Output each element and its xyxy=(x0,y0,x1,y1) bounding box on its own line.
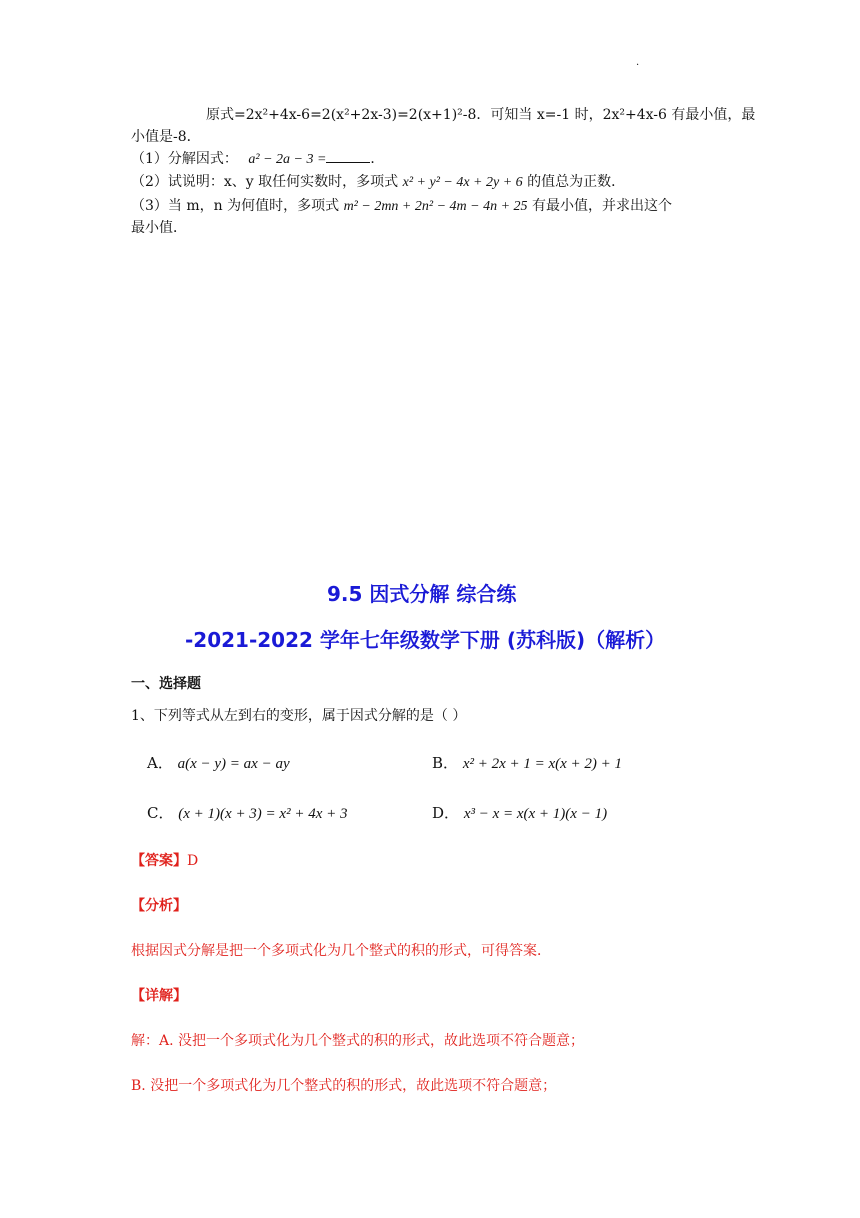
option-d-expression: x³ − x = x(x + 1)(x − 1) xyxy=(463,806,608,822)
header-dot: . xyxy=(636,57,640,68)
prev-q2-prefix: （2）试说明：x、y 取任何实数时，多项式 xyxy=(131,174,399,190)
option-c-expression: (x + 1)(x + 3) = x² + 4x + 3 xyxy=(178,806,348,822)
prev-q3-prefix: （3）当 m，n 为何值时，多项式 xyxy=(131,198,340,214)
option-d xyxy=(432,802,607,825)
prev-q2-expression: x² + y² − 4x + 2y + 6 xyxy=(402,175,523,190)
prev-intro-line1: 原式=2x²+4x-6=2(x²+2x-3)=2(x+1)²-8．可知当 x=-1 时，2x²+4x-6 有最小值，最 xyxy=(206,107,756,123)
answer-line xyxy=(131,850,198,872)
document-subtitle: -2021-2022 学年七年级数学下册 (苏科版)（解析） xyxy=(185,628,666,652)
detail-line-2: B. 没把一个多项式化为几个整式的积的形式，故此选项不符合题意； xyxy=(131,1078,557,1094)
option-c-label: C． xyxy=(147,804,174,822)
detail-line-1: 解：A. 没把一个多项式化为几个整式的积的形式，故此选项不符合题意； xyxy=(131,1033,585,1049)
prev-intro-line2: 小值是-8． xyxy=(131,129,201,145)
answer-tag: 【答案】 xyxy=(131,853,187,869)
prev-q2-suffix: 的值总为正数． xyxy=(527,174,626,190)
option-b-label: B． xyxy=(432,754,459,772)
prev-q1 xyxy=(131,148,384,171)
analysis-tag: 【分析】 xyxy=(131,898,187,914)
detail-tag: 【详解】 xyxy=(131,988,187,1004)
question-stem: 1、下列等式从左到右的变形，属于因式分解的是（ ） xyxy=(131,708,467,724)
option-b-expression: x² + 2x + 1 = x(x + 2) + 1 xyxy=(462,756,623,772)
prev-q2 xyxy=(131,171,625,194)
prev-q3 xyxy=(131,195,672,218)
answer-blank xyxy=(326,150,370,163)
option-c xyxy=(147,802,347,825)
document-title: 9.5 因式分解 综合练 xyxy=(327,582,517,606)
option-b xyxy=(432,752,622,775)
option-d-label: D． xyxy=(432,804,460,822)
prev-q3-expression: m² − 2mn + 2n² − 4m − 4n + 25 xyxy=(343,199,528,214)
analysis-text: 根据因式分解是把一个多项式化为几个整式的积的形式，可得答案． xyxy=(131,943,551,959)
option-a-expression: a(x − y) = ax − ay xyxy=(177,756,290,772)
prev-q1-prefix: （1）分解因式： xyxy=(131,151,238,167)
section-heading: 一、选择题 xyxy=(131,676,201,692)
prev-q3-suffix: 有最小值，并求出这个 xyxy=(531,198,672,214)
prev-q1-expression: a² − 2a − 3 = xyxy=(248,152,327,167)
option-a-label: A． xyxy=(147,754,173,772)
answer-value: D xyxy=(187,853,199,869)
prev-q1-suffix: ． xyxy=(370,151,385,167)
option-a xyxy=(147,752,290,775)
prev-q3-line2: 最小值． xyxy=(131,220,187,236)
